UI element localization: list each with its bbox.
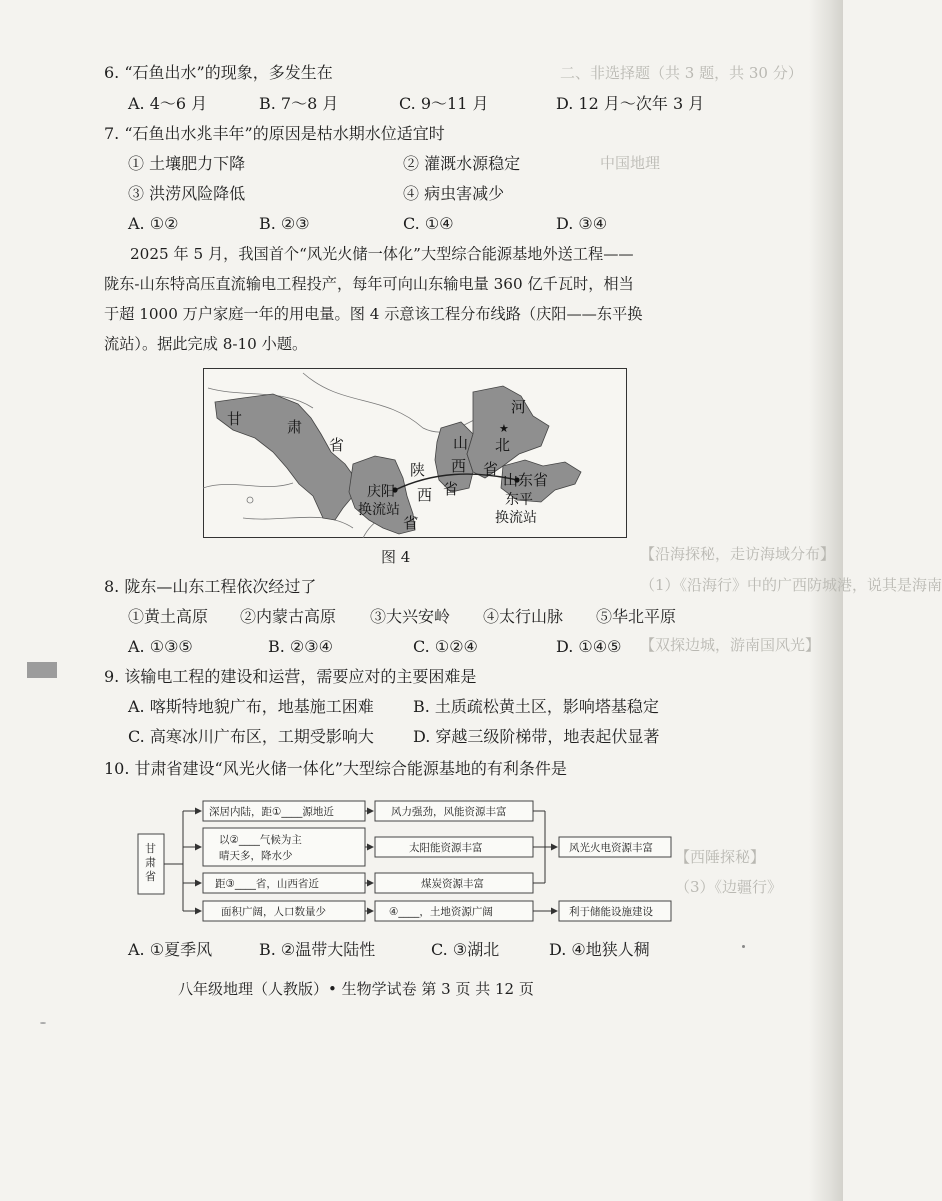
q9-option-b[interactable]: B. 土质疏松黄土区，影响塔基稳定 (413, 697, 659, 716)
flow-result-1: 风力强劲，风能资源丰富 (391, 806, 507, 818)
q10-option-c[interactable]: C. ③湖北 (431, 940, 500, 959)
q9-option-d[interactable]: D. 穿越三级阶梯带，地表起伏显著 (413, 727, 660, 746)
map-label: 河 (511, 398, 527, 416)
bleed-through-text: 【沿海探秘，走访海域分布】 (640, 545, 836, 563)
figure-caption: 图 4 (381, 548, 411, 566)
q6-stem: 6. “石鱼出水”的现象，多发生在 (104, 63, 333, 82)
q9-option-a[interactable]: A. 喀斯特地貌广布，地基施工困难 (128, 697, 374, 716)
map-frame (204, 369, 627, 538)
q8-item-3: ③大兴安岭 (370, 607, 451, 626)
passage-line: 2025 年 5 月，我国首个“风光火储一体化”大型综合能源基地外送工程—— (130, 245, 634, 263)
q6-option-d[interactable]: D. 12 月～次年 3 月 (556, 94, 705, 113)
map-label: 换流站 (358, 502, 400, 518)
q10-option-d[interactable]: D. ④地狭人稠 (549, 940, 650, 959)
bleed-through-text: 【双探边城，游南国风光】 (640, 636, 821, 654)
q8-item-2: ②内蒙古高原 (240, 607, 337, 626)
q9-option-c[interactable]: C. 高寒冰川广布区，工期受影响大 (128, 727, 374, 746)
q10-option-a[interactable]: A. ①夏季风 (128, 940, 213, 959)
map-label: 省 (443, 480, 459, 498)
q6-option-c[interactable]: C. 9～11 月 (399, 94, 489, 113)
flow-output-2: 利于储能设施建设 (569, 906, 653, 918)
bleed-through-text: （1）《沿海行》中的广西防城港，说其是海南 (640, 576, 942, 594)
q8-option-c[interactable]: C. ①②④ (413, 637, 478, 656)
map-label: 肃 (287, 418, 303, 436)
flow-condition-2a: 以②____气候为主 (219, 834, 302, 846)
bleed-through-text: 【西陲探秘】 (675, 848, 766, 866)
bleed-through-text: （3）《边疆行》 (675, 878, 783, 896)
q7-item-3: ③ 洪涝风险降低 (128, 184, 246, 203)
q7-option-a[interactable]: A. ①② (128, 214, 179, 233)
q8-item-1: ①黄土高原 (128, 607, 209, 626)
flow-condition-2b: 晴天多，降水少 (219, 850, 293, 862)
map-label: 甘 (227, 410, 243, 428)
map-label: 西 (417, 486, 433, 504)
route-map-figure (203, 368, 627, 538)
flow-result-3: 煤炭资源丰富 (421, 878, 484, 890)
flow-root-label: 甘肃省 (145, 842, 156, 883)
flow-condition-1: 深居内陆，距①____源地近 (209, 806, 334, 818)
capital-star-icon: ★ (499, 422, 509, 435)
flow-condition-4: 面积广阔，人口数量少 (221, 906, 326, 918)
flow-condition-3: 距③____省，山西省近 (215, 878, 319, 890)
map-label: 省 (483, 460, 499, 478)
flow-output-1: 风光火电资源丰富 (569, 842, 653, 854)
q8-option-a[interactable]: A. ①③⑤ (128, 637, 193, 656)
passage-line: 流站）。据此完成 8-10 小题。 (104, 335, 308, 353)
q7-option-b[interactable]: B. ②③ (259, 214, 310, 233)
q10-stem: 10. 甘肃省建设“风光火储一体化”大型综合能源基地的有利条件是 (104, 759, 567, 778)
scan-margin-mark (27, 662, 57, 678)
map-label: 北 (495, 436, 511, 454)
q6-option-b[interactable]: B. 7～8 月 (259, 94, 339, 113)
q8-item-4: ④太行山脉 (483, 607, 564, 626)
page-footer: 八年级地理（人教版）• 生物学试卷 第 3 页 共 12 页 (178, 980, 534, 998)
q7-item-4: ④ 病虫害减少 (403, 184, 505, 203)
bleed-through-text: 二、非选择题（共 3 题，共 30 分） (560, 64, 803, 82)
bleed-through-text: 中国地理 (600, 154, 661, 172)
page-edge-shadow (809, 0, 843, 1201)
scan-speck (40, 1022, 46, 1024)
q7-option-c[interactable]: C. ①④ (403, 214, 454, 233)
reading-passage (104, 239, 716, 359)
q9-stem: 9. 该输电工程的建设和运营，需要应对的主要困难是 (104, 667, 477, 686)
map-label: 山 (453, 434, 469, 452)
map-label: 山东省 (503, 471, 549, 489)
map-label: 陕 (410, 461, 426, 479)
q6-option-a[interactable]: A. 4～6 月 (128, 94, 208, 113)
map-label: 省 (403, 514, 419, 532)
flow-result-2: 太阳能资源丰富 (409, 842, 483, 854)
map-label: 庆阳 (367, 484, 395, 500)
q7-option-d[interactable]: D. ③④ (556, 214, 608, 233)
passage-line: 陇东-山东特高压直流输电工程投产，每年可向山东输电量 360 亿千瓦时，相当 (104, 275, 634, 293)
q8-option-b[interactable]: B. ②③④ (268, 637, 333, 656)
q7-item-2: ② 灌溉水源稳定 (403, 154, 521, 173)
scan-speck (742, 945, 745, 948)
q7-item-1: ① 土壤肥力下降 (128, 154, 246, 173)
flow-result-4: ④____，土地资源广阔 (389, 906, 493, 918)
map-label: 省 (329, 436, 345, 454)
q7-stem: 7. “石鱼出水兆丰年”的原因是枯水期水位适宜时 (104, 124, 445, 143)
q8-option-d[interactable]: D. ①④⑤ (556, 637, 622, 656)
map-label: 东平 (505, 492, 533, 508)
q10-flowchart (135, 798, 675, 928)
passage-line: 于超 1000 万户家庭一年的用电量。图 4 示意该工程分布线路（庆阳——东平换 (104, 305, 643, 323)
map-label: 西 (451, 457, 467, 475)
q8-item-5: ⑤华北平原 (596, 607, 677, 626)
map-label: 换流站 (495, 510, 537, 526)
q10-option-b[interactable]: B. ②温带大陆性 (259, 940, 376, 959)
q8-stem: 8. 陇东—山东工程依次经过了 (104, 577, 317, 596)
